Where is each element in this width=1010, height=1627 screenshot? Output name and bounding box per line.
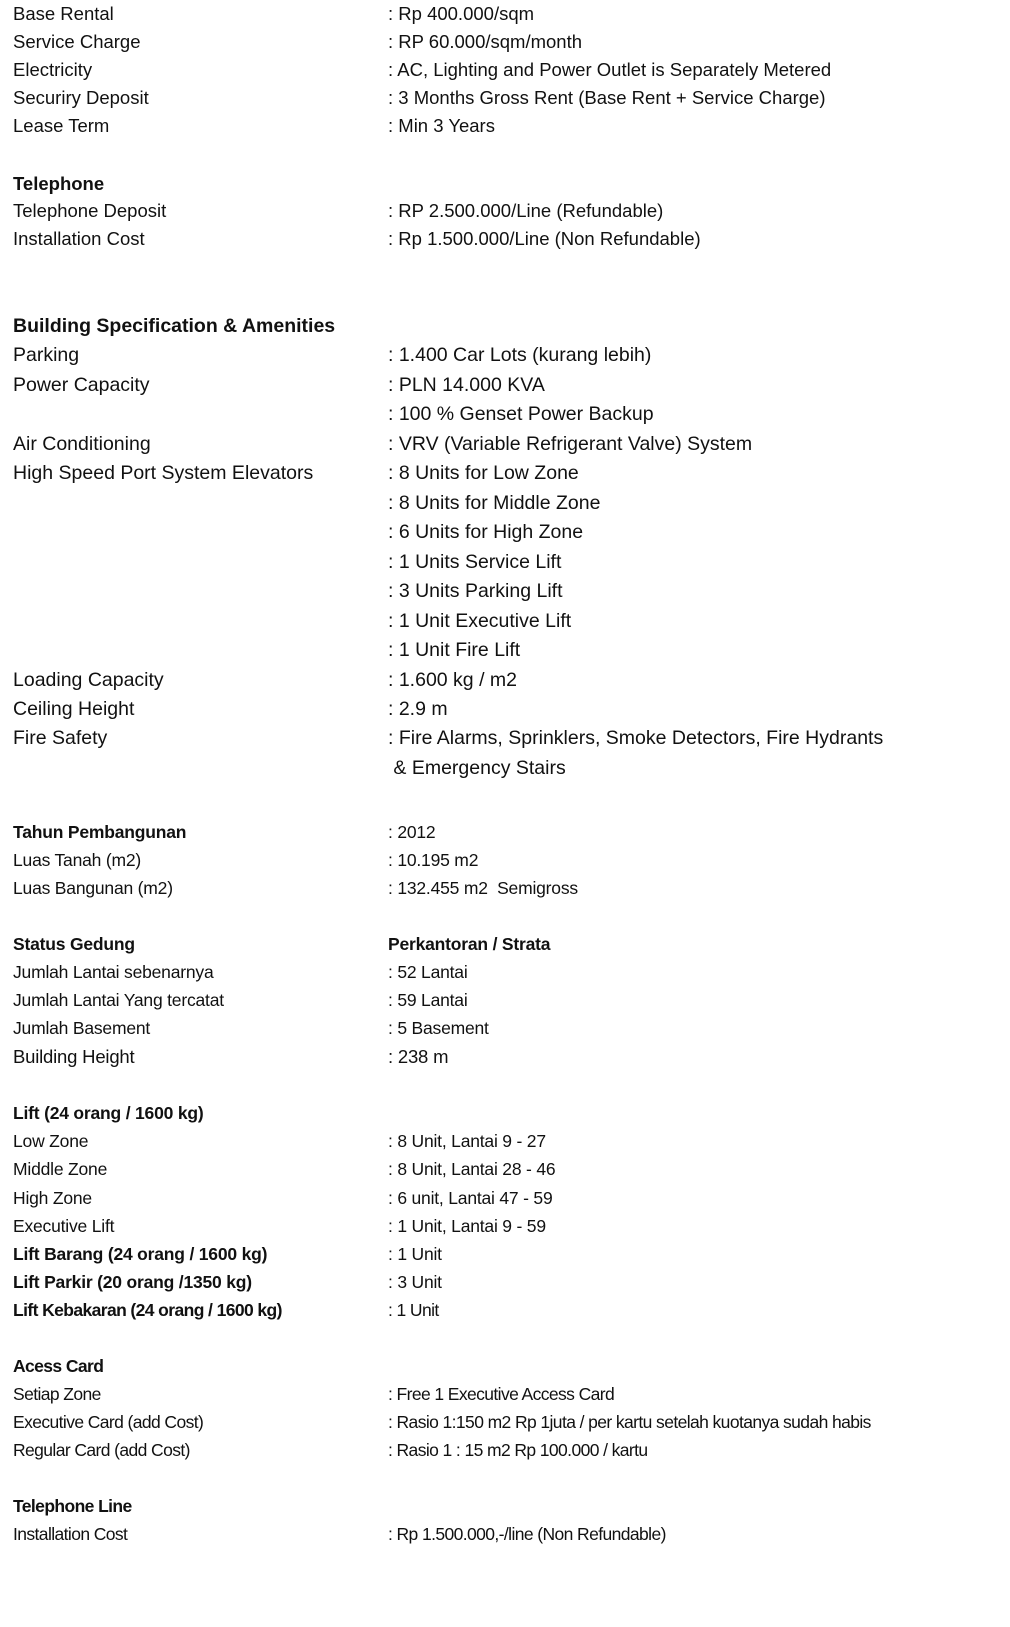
spec-label: Installation Cost xyxy=(13,228,145,249)
spec-value: : 1.400 Car Lots (kurang lebih) xyxy=(388,344,652,366)
spec-value: : 1 Unit xyxy=(388,1244,442,1264)
spec-label: Luas Bangunan (m2) xyxy=(13,878,173,898)
spec-value: : 2012 xyxy=(388,822,436,842)
spec-value: : 1 Unit xyxy=(388,1300,439,1320)
spec-value: : 59 Lantai xyxy=(388,990,468,1010)
spec-value: : 2.9 m xyxy=(388,698,448,720)
spec-label: Air Conditioning xyxy=(13,433,151,455)
spec-label: Service Charge xyxy=(13,31,141,52)
section-heading: Acess Card xyxy=(13,1356,104,1376)
spec-value: : AC, Lighting and Power Outlet is Separately Metered xyxy=(388,59,832,80)
spec-value: : 52 Lantai xyxy=(388,962,468,982)
spec-label: Jumlah Lantai Yang tercatat xyxy=(13,990,224,1010)
spec-label: High Speed Port System Elevators xyxy=(13,462,314,484)
spec-label: Ceiling Height xyxy=(13,698,135,720)
spec-label: Installation Cost xyxy=(13,1524,128,1544)
spec-value: : 3 Months Gross Rent (Base Rent + Service Charge) xyxy=(388,87,826,108)
spec-label: Jumlah Basement xyxy=(13,1018,151,1038)
spec-label: Executive Card (add Cost) xyxy=(13,1412,204,1432)
spec-label: Parking xyxy=(13,344,80,366)
spec-value: & Emergency Stairs xyxy=(388,757,566,779)
spec-value: : 1 Unit Executive Lift xyxy=(388,610,572,632)
spec-label: Low Zone xyxy=(13,1131,89,1151)
spec-value: : Rp 400.000/sqm xyxy=(388,3,535,24)
spec-value: : 132.455 m2 Semigross xyxy=(388,878,578,898)
spec-value: : 8 Units for Low Zone xyxy=(388,462,579,484)
spec-label: Building Height xyxy=(13,1046,135,1067)
spec-label: Base Rental xyxy=(13,3,114,24)
spec-label: Luas Tanah (m2) xyxy=(13,850,142,870)
section-heading: Lift (24 orang / 1600 kg) xyxy=(13,1103,204,1123)
spec-label: Fire Safety xyxy=(13,727,108,749)
spec-label: Telephone Deposit xyxy=(13,200,167,221)
spec-value: : RP 2.500.000/Line (Refundable) xyxy=(388,200,664,221)
section-heading: Tahun Pembangunan xyxy=(13,822,187,842)
spec-label: Lift Parkir (20 orang /1350 kg) xyxy=(13,1272,252,1292)
spec-value: : Free 1 Executive Access Card xyxy=(388,1384,615,1404)
spec-value: : 3 Unit xyxy=(388,1272,442,1292)
spec-value: : 8 Unit, Lantai 28 - 46 xyxy=(388,1159,556,1179)
spec-value: : Rp 1.500.000/Line (Non Refundable) xyxy=(388,228,701,249)
spec-label: Lift Barang (24 orang / 1600 kg) xyxy=(13,1244,268,1264)
spec-label: Securiry Deposit xyxy=(13,87,149,108)
spec-label: High Zone xyxy=(13,1188,92,1208)
spec-label: Power Capacity xyxy=(13,374,150,396)
spec-value: : RP 60.000/sqm/month xyxy=(388,31,583,52)
spec-label: Lease Term xyxy=(13,115,110,136)
spec-value: : Rasio 1 : 15 m2 Rp 100.000 / kartu xyxy=(388,1440,648,1460)
spec-value: : Fire Alarms, Sprinklers, Smoke Detectors, Fire Hydrants xyxy=(388,727,884,749)
spec-value: : 6 unit, Lantai 47 - 59 xyxy=(388,1188,553,1208)
spec-value: : 6 Units for High Zone xyxy=(388,521,584,543)
spec-value: : Min 3 Years xyxy=(388,115,495,136)
spec-value: : 1 Unit Fire Lift xyxy=(388,639,521,661)
spec-label: Executive Lift xyxy=(13,1216,115,1236)
spec-value: : 1 Unit, Lantai 9 - 59 xyxy=(388,1216,546,1236)
spec-value: : 8 Units for Middle Zone xyxy=(388,492,601,514)
spec-value: : VRV (Variable Refrigerant Valve) System xyxy=(388,433,753,455)
spec-value: : 3 Units Parking Lift xyxy=(388,580,563,602)
spec-label: Loading Capacity xyxy=(13,669,164,691)
spec-value: : 10.195 m2 xyxy=(388,850,479,870)
status-value: Perkantoran / Strata xyxy=(388,934,551,954)
spec-value: : 238 m xyxy=(388,1046,449,1067)
spec-value: : 100 % Genset Power Backup xyxy=(388,403,654,425)
spec-label: Setiap Zone xyxy=(13,1384,101,1404)
section-heading: Building Specification & Amenities xyxy=(13,315,336,337)
section-heading: Status Gedung xyxy=(13,934,135,954)
spec-value: : 8 Unit, Lantai 9 - 27 xyxy=(388,1131,546,1151)
section-heading: Telephone xyxy=(13,173,105,194)
spec-label: Jumlah Lantai sebenarnya xyxy=(13,962,214,982)
spec-value: : 5 Basement xyxy=(388,1018,489,1038)
spec-label: Lift Kebakaran (24 orang / 1600 kg) xyxy=(13,1300,282,1320)
section-heading: Telephone Line xyxy=(13,1496,132,1516)
spec-label: Regular Card (add Cost) xyxy=(13,1440,190,1460)
spec-label: Electricity xyxy=(13,59,93,80)
spec-value: : 1 Units Service Lift xyxy=(388,551,562,573)
spec-value: : Rasio 1:150 m2 Rp 1juta / per kartu setelah kuotanya sudah habis xyxy=(388,1412,871,1432)
spec-value: : 1.600 kg / m2 xyxy=(388,669,517,691)
spec-label: Middle Zone xyxy=(13,1159,108,1179)
spec-value: : Rp 1.500.000,-/line (Non Refundable) xyxy=(388,1524,666,1544)
spec-value: : PLN 14.000 KVA xyxy=(388,374,545,396)
